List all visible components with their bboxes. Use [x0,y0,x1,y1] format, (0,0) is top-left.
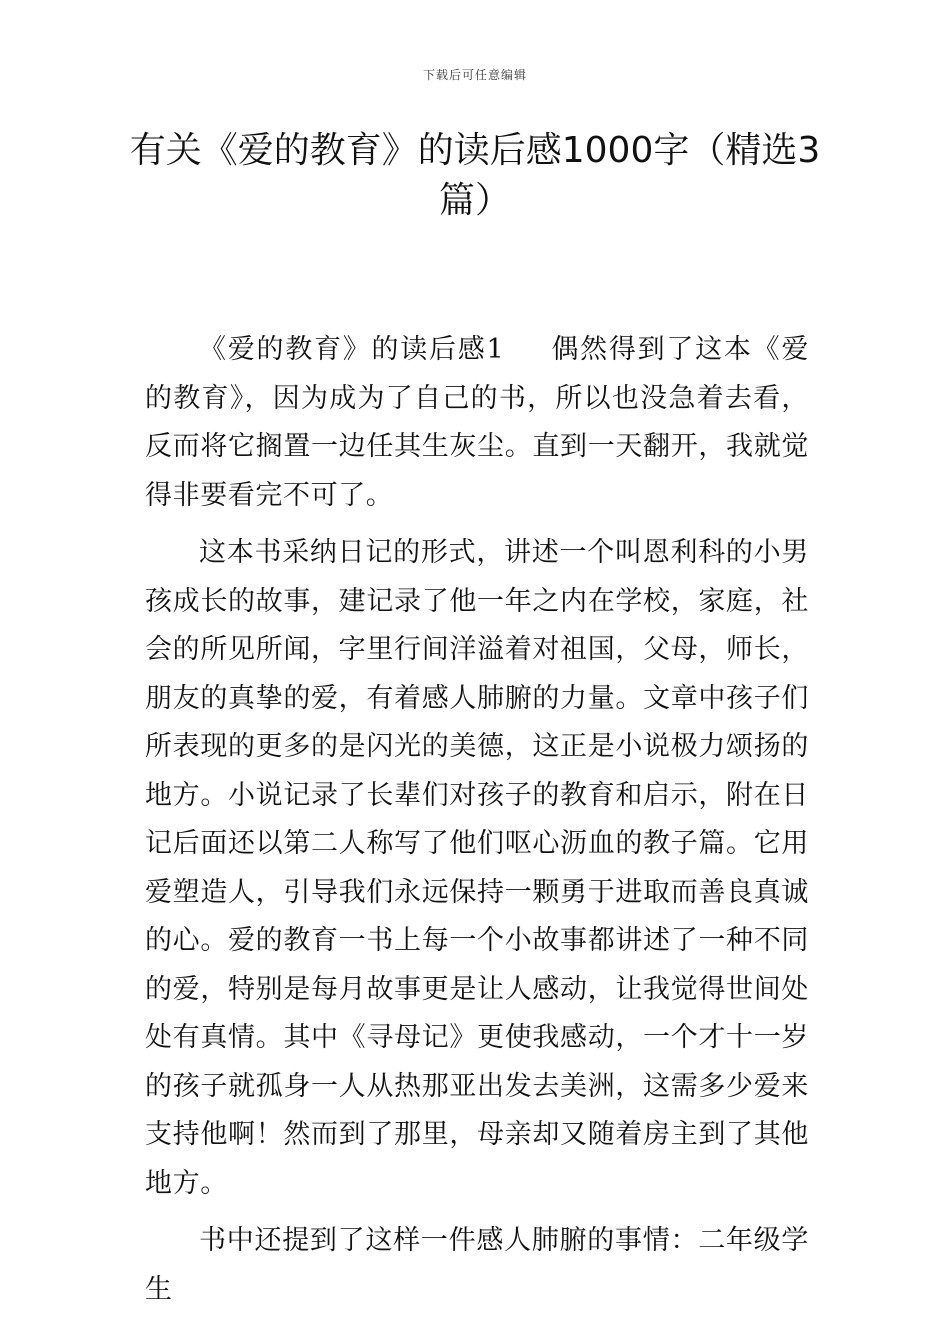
paragraph-3: 书中还提到了这样一件感人肺腑的事情：二年级学生 [145,1225,809,1305]
paragraph-1-text: 偶然得到了这本《爱的教育》，因为成为了自己的书，所以也没急着去看，反而将它搁置一边任其生灰尘。直到一天翻开，我就觉得非要看完不可了。 [145,334,809,511]
document-title: 有关《爱的教育》的读后感1000字（精选3篇） [129,130,821,221]
paragraph-2: 这本书采纳日记的形式，讲述一个叫恩利科的小男孩成长的故事，建记录了他一年之内在学校，家庭，社会的所见所闻，字里行间洋溢着对祖国，父母，师长，朋友的真挚的爱，有着感人肺腑的力量。文章中孩子们所表现的更多的是闪光的美德，这正是小说极力颂扬的地方。小说记录了长辈们对孩子的教育和启示，附在日记后面还以第二人称写了他们呕心沥血的教子篇。它用爱塑造人，引导我们永远保持一颗勇于进取而善良真诚的心。爱的教育一书上每一个小故事都讲述了一种不同的爱，特别是每月故事更是让人感动，让我觉得世间处处有真情。其中《寻母记》更使我感动，一个才十一岁的孩子就孤身一人从热那亚出发去美洲，这需多少爱来支持他啊！然而到了那里，母亲却又随着房主到了其他地方。 [145,537,809,1199]
header-note: 下载后可任意编辑 [422,68,527,82]
body-text [145,326,809,1314]
paragraph-1-lead: 《爱的教育》的读后感1 [199,334,505,365]
paragraph-1 [145,326,809,520]
